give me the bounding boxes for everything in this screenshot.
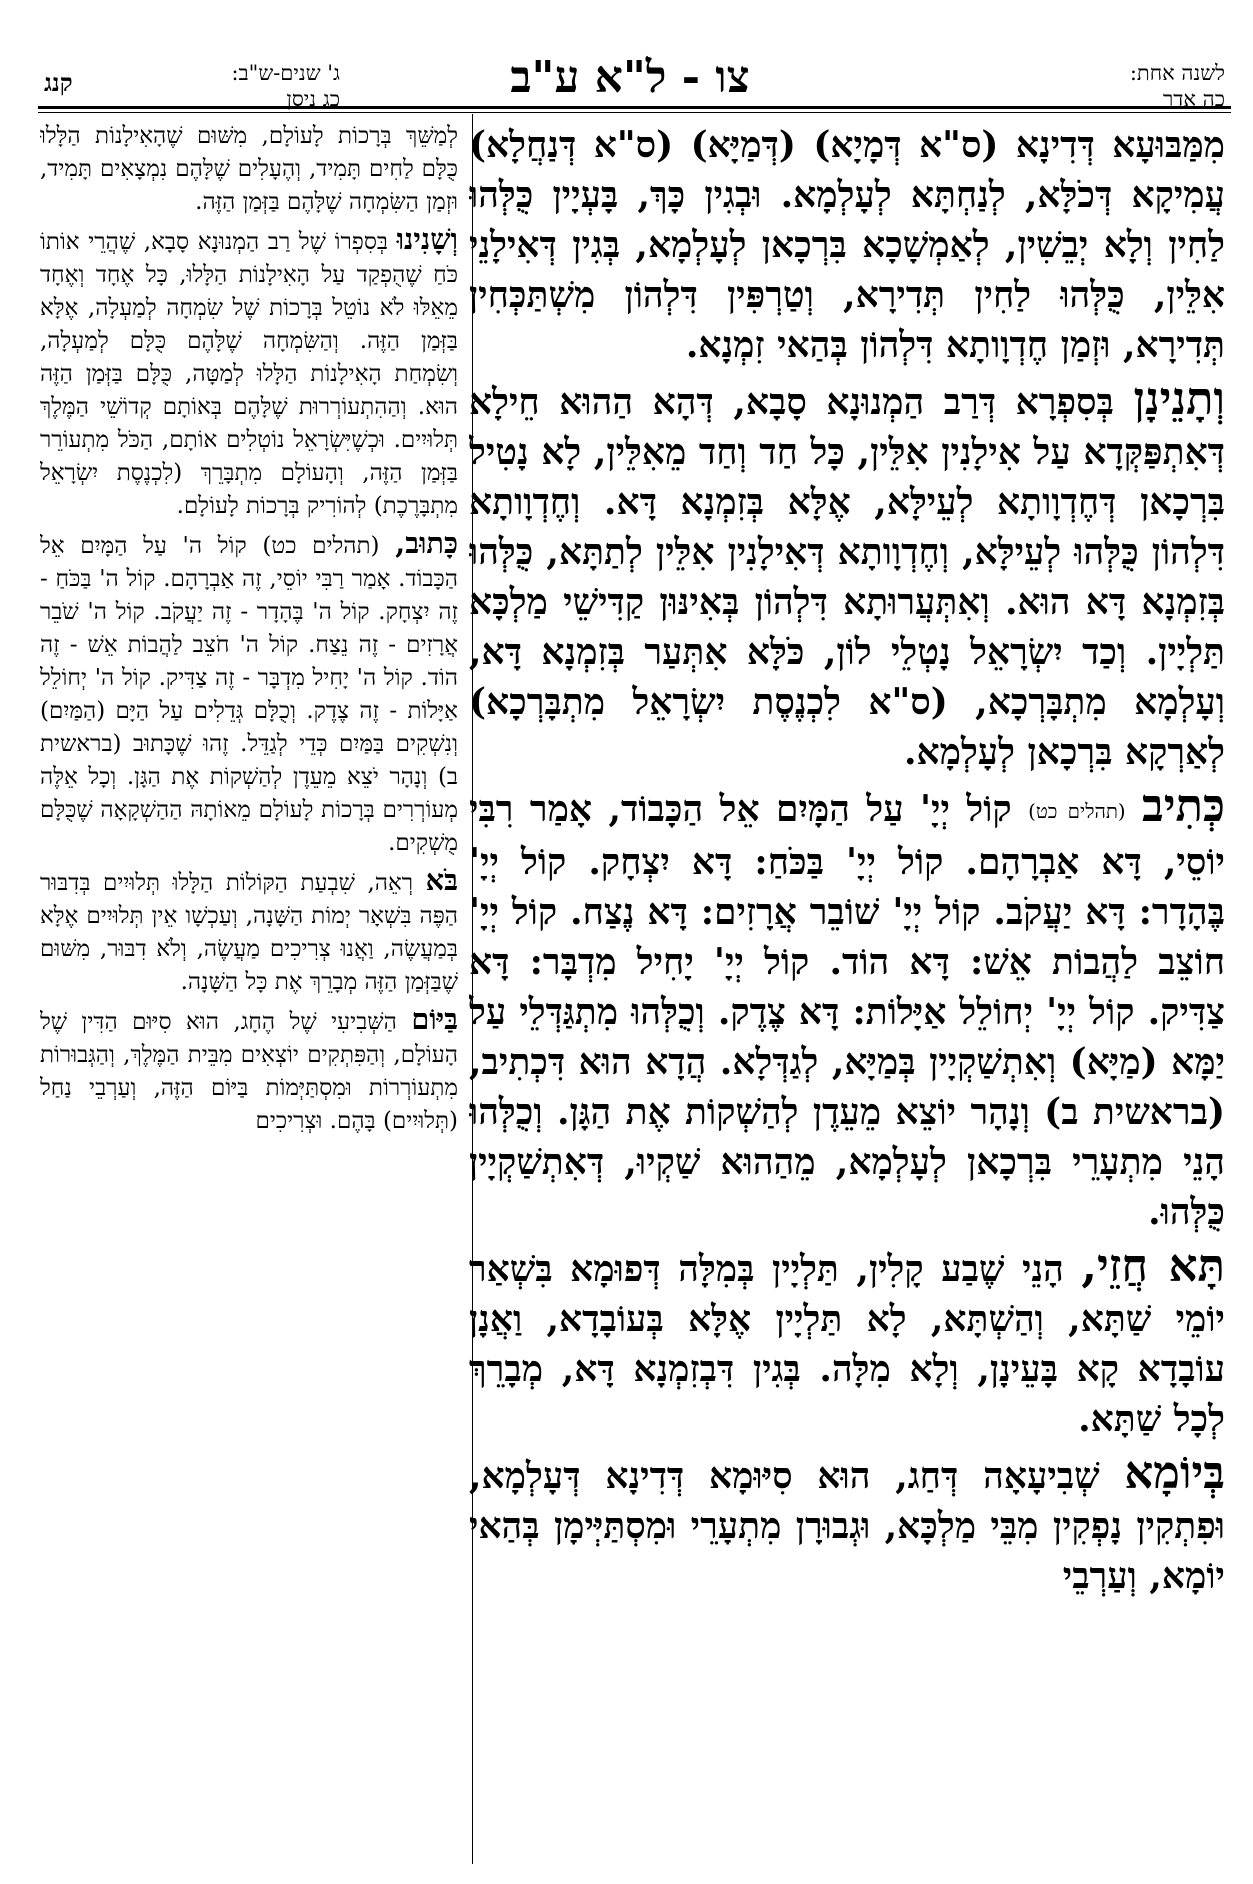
side-paragraph-1: לְמַשֵּׁךְ בְּרָכוֹת לָעוֹלָם, מִשּׁוּם שֶׁהָאִילָנוֹת הַלָּלוּ כֻּלָּם לַחִים תָּמִיד, וְהֶעָלִים שֶׁלָּהֶם נִמְצָאִים תָּמִיד, וּזְמַן הַשִּׂמְחָה שֶׁלָּהֶם בַּזְּמַן הַזֶּה. [40, 123, 458, 215]
side-p5-lead-word: בַּיּוֹם [411, 1002, 458, 1036]
header-date-left: כג ניסן [286, 87, 340, 111]
side-p4-lead-word: בֹּא [425, 863, 458, 897]
header-date-right: כה אדר [1162, 87, 1225, 111]
side-paragraph-2 [40, 223, 458, 523]
main-paragraph-3 [469, 781, 1225, 1237]
main-p5-lead-word: בְּיוֹמָא [1124, 1446, 1225, 1499]
main-p5-text: שְׁבִיעָאָה דְּחַג, הוּא סִיּוּמָא דְּדִינָא דְּעָלְמָא, וּפִתְקִין נָפְקִין מִבֵּי מַלְכָּא, וּגְבוּרָן מִתְעָרֵי וּמִסְתַּיְּימָן בְּהַאי יוֹמָא, וְעַרְבֵי [469, 1455, 1225, 1597]
aramaic-main-column [469, 120, 1225, 1870]
page-number: קנג [44, 68, 73, 97]
main-p3-text: קוֹל יְיָ' עַל הַמָּיִם אֵל הַכָּבוֹד, אָמַר רִבִּי יוֹסֵי, דָּא אַבְרָהָם. קוֹל יְיָ' בַּכֹּחַ: דָּא יִצְחָק. קוֹל יְיָ' בֶּהָדָר: דָּא יַעֲקֹב. קוֹל יְיָ' שׁוֹבֵר אֲרָזִים: דָּא נֶצַח. קוֹל יְיָ' חוֹצֵב לַהֲבוֹת אֵשׁ: דָּא הוֹד. קוֹל יְיָ' יָחִיל מִדְבָּר: דָּא צַדִּיק. קוֹל יְיָ' יְחוֹלֵל אַיָּלוֹת: דָּא צֶדֶק. וְכֻלְּהוּ מִתְגַּדְּלֵי עַל יַמָּא (מַיָּא) וְאִתְשַׁקְיָין בְּמַיָּא, לְגַדְּלָא. הֲדָא הוּא דִּכְתִיב, (בראשית ב) וְנָהָר יוֹצֵא מֵעֵדֶן לְהַשְׁקוֹת אֶת הַגָּן. וְכֻלְּהוּ הָנֵי מִתְעָרֵי בִּרְכָאן לְעָלְמָא, מֵהַהוּא שַׁקְיוּ, דְּאִתְשַׁקְיָין כֻּלְּהוּ. [469, 788, 1225, 1233]
header-year-schedule: לשנה אחת: [1129, 61, 1225, 85]
header-divider [38, 106, 1231, 109]
side-paragraph-5 [40, 1003, 458, 1138]
column-divider [472, 114, 473, 1864]
main-paragraph-2 [469, 374, 1225, 777]
hebrew-translation-column [40, 120, 458, 1870]
header-three-year-schedule: ג' שנים-ש"ב: [231, 61, 340, 85]
side-paragraph-3 [40, 527, 458, 860]
main-paragraph-5 [469, 1448, 1225, 1601]
side-p4-text: רְאֵה, שִׁבְעַת הַקּוֹלוֹת הַלָּלוּ תְּלוּיִים בְּדִבּוּר הַפֶּה בִּשְׁאָר יְמוֹת הַשָּׁנָה, וְעַכְשָׁו אֵין תְּלוּיִים אֶלָּא בְּמַעֲשֶׂה, וַאֲנוּ צְרִיכִים מַעֲשֶׂה, וְלֹא דִבּוּר, מִשּׁוּם שֶׁבַּזְּמַן הַזֶּה מְבָרֵךְ אֶת כָּל הַשָּׁנָה. [40, 870, 458, 995]
main-p3-source-ref: (תהלים כט) [1028, 800, 1126, 823]
header-divider-thin [38, 112, 1231, 113]
main-p2-text: בְּסִפְרָא דְּרַב הַמְנוּנָא סָבָא, דְּהָא הַהוּא חֵילָא דְּאִתְפַּקְּדָא עַל אִילָנִין אִלֵּין, כָּל חַד וְחַד מֵאִלֵּין, לָא נָטִיל בִּרְכָאן דְּחֶדְוָותָא לְעֵילָּא, אֶלָּא בְּזִמְנָא דָּא. וְחֶדְוָותָא דִּלְהוֹן כֻּלְּהוּ לְעֵילָּא, וְחֶדְוָותָא דְּאִילָנִין אִלֵּין לְתַתָּא, כֻּלְּהוּ בְּזִמְנָא דָּא הוּא. וְאִתְּעֲרוּתָא דִּלְהוֹן בְּאִינּוּן קַדִּישֵׁי מַלְכָּא תַּלְיָין. וְכַד יִשְׂרָאֵל נָטְלֵי לוֹן, כֹּלָּא אִתְּעַר בְּזִמְנָא דָּא, וְעָלְמָא מִתְבָּרְכָא, (ס"א לִכְנֶסֶת יִשְׂרָאֵל מִתְבָּרְכָא) לְאַרְקָא בִּרְכָאן לְעָלְמָא. [469, 381, 1225, 773]
header-left-label [140, 60, 340, 112]
main-p3-lead-word: כְּתִיב [1142, 779, 1225, 832]
side-p3-lead-word: כָּתוּב, [395, 526, 458, 560]
side-p3-text: (תהלים כט) קוֹל ה' עַל הַמָּיִם אֵל הַכָּבוֹד. אָמַר רַבִּי יוֹסֵי, זֶה אַבְרָהָם. קוֹל ה' בַּכֹּחַ - זֶה יִצְחָק. קוֹל ה' בֶּהָדָר - זֶה יַעֲקֹב. קוֹל ה' שֹׁבֵר אֲרָזִים - זֶה נֵצַח. קוֹל ה' חֹצֵב לַהֲבוֹת אֵשׁ - זֶה הוֹד. קוֹל ה' יָחִיל מִדְבָּר - זֶה צַדִּיק. קוֹל ה' יְחוֹלֵל אַיָּלוֹת - זֶה צֶדֶק. וְכֻלָּם גְּדֵלִים עַל הַיָּם (הַמַּיִם) וְנִשְׁקִים בַּמַּיִם כְּדֵי לְגַדֵּל. זֶהוּ שֶׁכָּתוּב (בראשית ב) וְנָהָר יֹצֵא מֵעֵדֶן לְהַשְׁקוֹת אֶת הַגָּן. וְכָל אֵלֶּה מְעוֹרְרִים בְּרָכוֹת לָעוֹלָם מֵאוֹתָהּ הַהַשְׁקָאָה שֶׁכֻּלָּם מֻשְׁקִים. [40, 533, 458, 856]
main-p2-lead-word: וְתָנֵינָן [1133, 372, 1225, 425]
main-p4-lead-word: תָּא חֲזֵי, [1081, 1239, 1225, 1292]
main-paragraph-1: מִמַּבּוּעָא דְּדִינָא (ס"א דְּמָיָא) (דְּמַיָּא) (ס"א דְּנַחֲלָא) עֲמִיקָא דְּכֹלָּא, לְנַחְתָּא לְעָלְמָא. וּבְגִין כָּךְ, בָּעְיָין כֻּלְּהוּ לַחִין וְלָא יְבֵשִׁין, לְאַמְשָׁכָא בִּרְכָאן לְעָלְמָא, בְּגִין דְּאִילָנֵי אִלֵּין, כֻּלְּהוּ לַחִין תְּדִירָא, וְטַרְפִּין דִּלְהוֹן מִשְׁתַּכְּחִין תְּדִירָא, וּזְמַן חֶדְוָותָא דִּלְהוֹן בְּהַאי זִמְנָא. [469, 124, 1225, 366]
main-p4-text: הָנֵי שֶׁבַע קָלִין, תַּלְיָין בְּמִלָּה דְּפוּמָא בִּשְׁאַר יוֹמֵי שַׁתָּא, וְהַשְׁתָּא, לָא תַּלְיָין אֶלָּא בְּעוֹבָדָא, וַאֲנָן עוֹבָדָא קָא בָּעֵינָן, וְלָא מִלָּה. בְּגִין דִּבְזִמְנָא דָּא, מְבָרֵךְ לְכָל שַׁתָּא. [469, 1248, 1225, 1440]
side-paragraph-4 [40, 864, 458, 999]
header-right-label [1025, 60, 1225, 112]
side-p2-text: בְּסִפְרוֹ שֶׁל רַב הַמְנוּנָא סָבָא, שֶׁהֲרֵי אוֹתוֹ כֹּחַ שֶׁהֻפְקַד עַל הָאִילָנוֹת הַלָּלוּ, כָּל אֶחָד וְאֶחָד מֵאֵלּוּ לֹא נוֹטֵל בְּרָכוֹת שֶׁל שִׂמְחָה לְמַעְלָה, אֶלָּא בַּזְּמַן הַזֶּה. וְהַשִּׂמְחָה שֶׁלָּהֶם כֻּלָּם לְמַעְלָה, וְשִׂמְחַת הָאִילָנוֹת הַלָּלוּ לְמַטָּה, כֻּלָּם בַּזְּמַן הַזֶּה הוּא. וְהַהִתְעוֹרְרוּת שֶׁלָּהֶם בְּאוֹתָם קְדוֹשֵׁי הַמֶּלֶךְ תְּלוּיִים. וּכְשֶׁיִּשְׂרָאֵל נוֹטְלִים אוֹתָם, הַכֹּל מִתְעוֹרֵר בַּזְּמַן הַזֶּה, וְהָעוֹלָם מִתְבָּרֵךְ (לִכְנֶסֶת יִשְׂרָאֵל מִתְבָּרֶכֶת) לְהוֹרִיק בְּרָכוֹת לָעוֹלָם. [40, 229, 458, 519]
side-p5-text: הַשְּׁבִיעִי שֶׁל הֶחָג, הוּא סִיּוּם הַדִּין שֶׁל הָעוֹלָם, וְהַפִּתְקִים יוֹצְאִים מִבֵּית הַמֶּלֶךְ, וְהַגְּבוּרוֹת מִתְעוֹרְרוֹת וּמִסְתַּיְּמוֹת בַּיּוֹם הַזֶּה, וְעַרְבֵי נַחַל (תְּלוּיִים) בָּהֶם. וּצְרִיכִים [40, 1009, 458, 1134]
page-title: צו - ל"א ע"ב [510, 52, 750, 103]
side-p2-lead-word: וְשָׁנִינוּ [396, 222, 458, 256]
main-paragraph-4 [469, 1241, 1225, 1444]
